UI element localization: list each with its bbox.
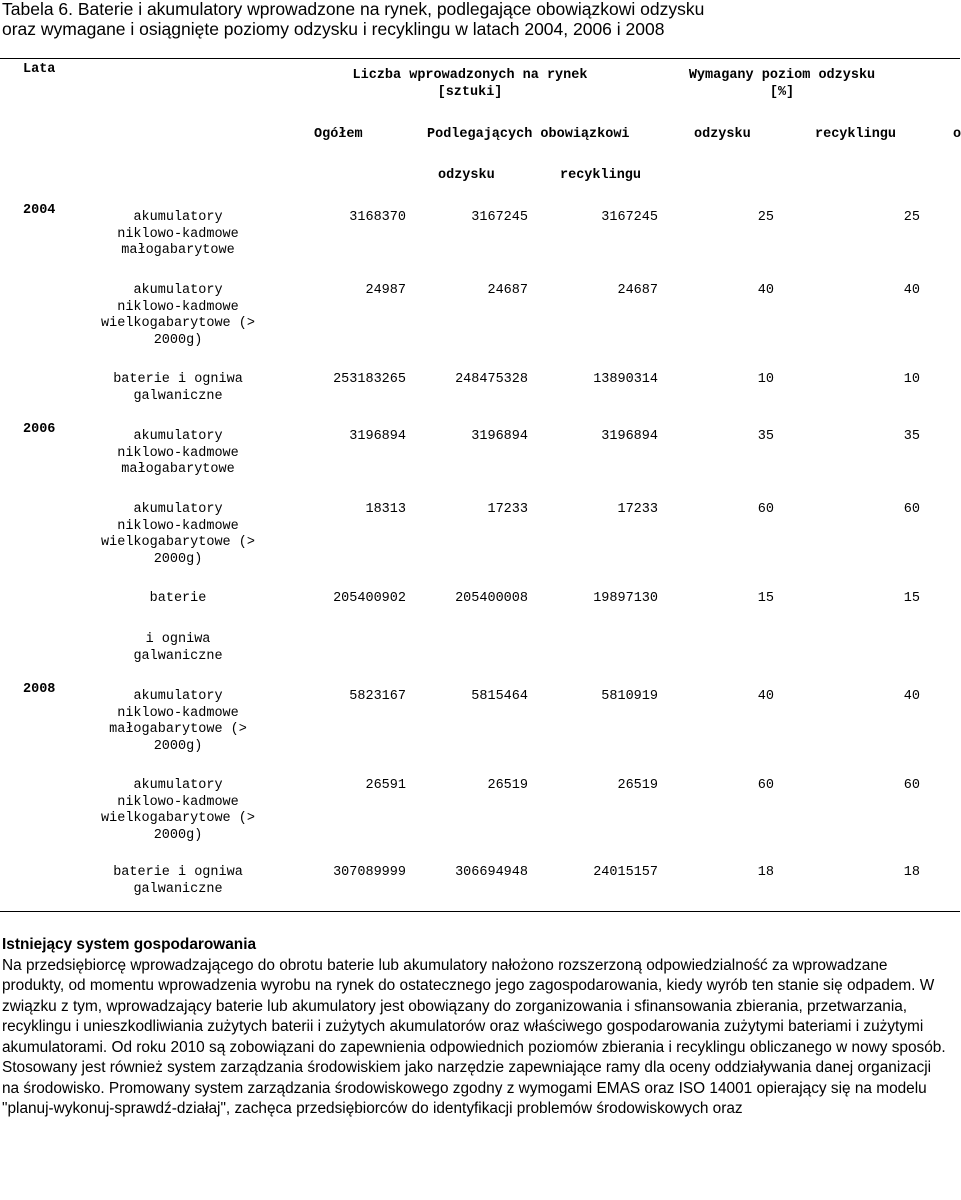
row-description	[62, 210, 294, 260]
row-value: 3167245	[601, 210, 658, 225]
row-value: 3196894	[349, 429, 406, 444]
row-description-line: wielkogabarytowe (>	[101, 535, 255, 550]
row-value: 24687	[617, 283, 658, 298]
row-description-line: akumulatory	[133, 502, 223, 517]
row-description	[62, 283, 294, 349]
row-description-line: niklowo-kadmowe	[117, 518, 239, 534]
row-value: 253183265	[333, 372, 406, 387]
row-description-line: i ogniwa	[145, 632, 211, 647]
row-value: 19897130	[593, 591, 658, 606]
row-value: 35	[903, 429, 920, 444]
row-description-line: niklowo-kadmowe	[117, 705, 239, 721]
row-description-line: 2000g)	[153, 738, 203, 754]
row-value: 13890314	[593, 372, 658, 387]
row-value: 3196894	[601, 429, 658, 444]
header-recovery: odzysku	[694, 127, 751, 142]
row-description-line: akumulatory	[133, 283, 223, 298]
row-value: 5810919	[601, 689, 658, 704]
row-value: 306694948	[455, 865, 528, 880]
row-description-line: akumulatory	[133, 210, 223, 225]
row-description-line: akumulatory	[133, 689, 223, 704]
caption-line-2: oraz wymagane i osiągnięte poziomy odzysku i recyklingu w latach 2004, 2006 i 2008	[2, 18, 665, 39]
row-description	[62, 502, 294, 568]
row-description-line: galwaniczne	[133, 388, 223, 404]
header-recycling: recyklingu	[815, 127, 897, 142]
row-description	[62, 778, 294, 844]
row-value: 3168370	[349, 210, 406, 225]
row-value: 40	[903, 283, 920, 298]
row-description-line: galwaniczne	[133, 881, 223, 897]
row-description-line: wielkogabarytowe (>	[101, 811, 255, 826]
row-value: 18	[757, 865, 774, 880]
row-value: 60	[757, 502, 774, 517]
header-years: Lata	[23, 62, 56, 77]
row-description-line: małogabarytowe (>	[109, 722, 247, 737]
row-value: 60	[757, 778, 774, 793]
section-heading: Istniejący system gospodarowania	[2, 936, 257, 953]
header-total: Ogółem	[314, 127, 363, 142]
header-cut-off: o	[953, 127, 961, 142]
row-description	[62, 689, 294, 755]
paragraph-2: Stosowany jest również system zarządzania środowiskiem jako narzędzie zapewniające ramy dla oceny oddziaływania danej organizacji na środowisko. Promowany system zarządzania środowiskowego zgodny z wymogami EMAS oraz ISO 14001 opierający się na modelu "planuj-wykonuj-sprawdź-działaj", zachęca przedsiębiorców do identyfikacji problemów środowiskowych oraz	[2, 1059, 932, 1117]
row-description-line: baterie	[149, 591, 207, 606]
row-value: 3196894	[471, 429, 528, 444]
row-value: 18	[903, 865, 920, 880]
row-description-line: galwaniczne	[133, 648, 223, 664]
row-description-line: niklowo-kadmowe	[117, 299, 239, 315]
caption-line-1: Tabela 6. Baterie i akumulatory wprowadzone na rynek, podlegające obowiązkowi odzysku	[2, 0, 705, 19]
row-value: 24015157	[593, 865, 658, 880]
header-required-level: Wymagany poziom odzysku [%]	[688, 68, 876, 100]
row-description-line: małogabarytowe	[121, 243, 235, 258]
row-value: 26591	[365, 778, 406, 793]
table-top-rule	[0, 58, 960, 59]
row-value: 17233	[617, 502, 658, 517]
row-value: 5823167	[349, 689, 406, 704]
row-description	[62, 591, 294, 608]
row-value: 40	[903, 689, 920, 704]
subheader-recycling: recyklingu	[560, 168, 642, 183]
row-description	[62, 429, 294, 479]
row-value: 26519	[487, 778, 528, 793]
row-value: 25	[757, 210, 774, 225]
row-value: 18313	[365, 502, 406, 517]
row-value: 60	[903, 778, 920, 793]
row-value: 17233	[487, 502, 528, 517]
row-value: 24987	[365, 283, 406, 298]
paragraph-1: Na przedsiębiorcę wprowadzającego do obrotu baterie lub akumulatory nałożono rozszerzoną odpowiedzialność za wprowadzane produkty, od momentu wprowadzenia wyrobu na rynek do ostatecznego jego zagospodarowania, kiedy wyrób ten stanie się odpadem. W związku z tym, wprowadzający baterie lub akumulatory jest obowiązany do zorganizowania i sfinansowania zbierania, przetwarzania, recyklingu i unieszkodliwiania zużytych baterii i zużytych akumulatorów oraz właściwego gospodarowania zużytymi bateriami i zużytymi akumulatorami. Od roku 2010 są zobowiązani do zapewnienia odpowiednich poziomów zbierania i recyklingu obliczanego w nowy sposób.	[2, 956, 946, 1056]
row-value: 40	[757, 689, 774, 704]
row-value: 60	[903, 502, 920, 517]
row-value: 248475328	[455, 372, 528, 387]
row-description-line: wielkogabarytowe (>	[101, 316, 255, 331]
row-description-line: niklowo-kadmowe	[117, 445, 239, 461]
row-description	[62, 632, 294, 665]
row-value: 10	[757, 372, 774, 387]
subheader-recovery: odzysku	[438, 168, 495, 183]
row-year: 2004	[23, 203, 56, 218]
row-description-line: 2000g)	[153, 827, 203, 843]
row-value: 205400008	[455, 591, 528, 606]
row-value: 35	[757, 429, 774, 444]
row-year: 2006	[23, 422, 56, 437]
row-value: 40	[757, 283, 774, 298]
row-value: 3167245	[471, 210, 528, 225]
table-bottom-rule	[0, 911, 960, 912]
row-value: 307089999	[333, 865, 406, 880]
row-description	[62, 865, 294, 898]
row-value: 26519	[617, 778, 658, 793]
section-body	[2, 935, 952, 1120]
row-value: 5815464	[471, 689, 528, 704]
row-value: 15	[757, 591, 774, 606]
row-description-line: 2000g)	[153, 551, 203, 567]
row-value: 10	[903, 372, 920, 387]
table-caption	[2, 0, 952, 39]
row-value: 25	[903, 210, 920, 225]
row-description-line: niklowo-kadmowe	[117, 794, 239, 810]
row-description-line: 2000g)	[153, 332, 203, 348]
header-quantity: Liczba wprowadzonych na rynek [sztuki]	[352, 68, 588, 100]
row-description-line: akumulatory	[133, 778, 223, 793]
row-description-line: małogabarytowe	[121, 462, 235, 477]
header-subject-to: Podlegających obowiązkowi	[427, 127, 630, 142]
row-value: 205400902	[333, 591, 406, 606]
row-description-line: baterie i ogniwa	[113, 865, 243, 880]
row-year: 2008	[23, 682, 56, 697]
row-description-line: akumulatory	[133, 429, 223, 444]
row-description-line: baterie i ogniwa	[113, 372, 243, 387]
row-value: 24687	[487, 283, 528, 298]
row-value: 15	[903, 591, 920, 606]
row-description	[62, 372, 294, 405]
row-description-line: niklowo-kadmowe	[117, 226, 239, 242]
